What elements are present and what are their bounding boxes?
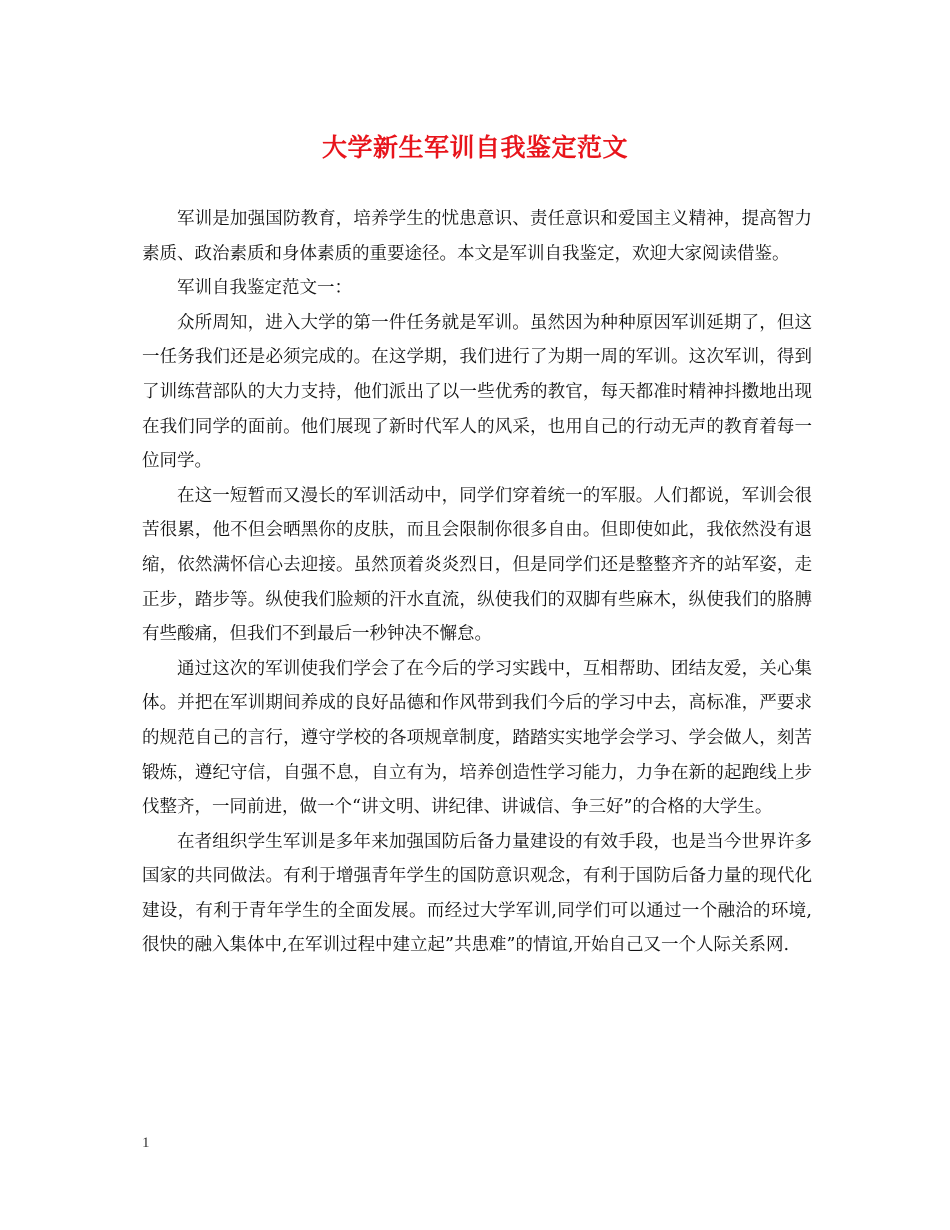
paragraph-intro: 军训是加强国防教育，培养学生的忧患意识、责任意识和爱国主义精神，提高智力素质、政治素质和身体素质的重要途径。本文是军训自我鉴定，欢迎大家阅读借鉴。 (142, 209, 812, 264)
paragraph-section-heading: 军训自我鉴定范文一： (177, 278, 352, 299)
paragraph-4: 在者组织学生军训是多年来加强国防后备力量建设的有效手段，也是当今世界许多国家的共同做法。有利于增强青年学生的国防意识观念，有利于国防后备力量的现代化建设，有利于青年学生的全面发展。而经过大学军训,同学们可以通过一个融洽的环境,很快的融入集体中,在军训过程中建立起”共患难”的情谊,开始自己又一个人际关系网. (142, 831, 812, 956)
paragraph-2: 在这一短暂而又漫长的军训活动中，同学们穿着统一的军服。人们都说，军训会很苦很累，他不但会晒黑你的皮肤，而且会限制你很多自由。但即使如此，我依然没有退缩，依然满怀信心去迎接。虽然顶着炎炎烈日，但是同学们还是整整齐齐的站军姿，走正步，踏步等。纵使我们脸颊的汗水直流，纵使我们的双脚有些麻木，纵使我们的胳膊有些酸痛，但我们不到最后一秒钟决不懈怠。 (142, 485, 812, 645)
document-body (142, 202, 812, 963)
page-number: 1 (142, 1135, 150, 1151)
document-title: 大学新生军训自我鉴定范文 (321, 133, 628, 162)
paragraph-1: 众所周知，进入大学的第一件任务就是军训。虽然因为种种原因军训延期了，但这一任务我们还是必须完成的。在这学期，我们进行了为期一周的军训。这次军训，得到了训练营部队的大力支持，他们派出了以一些优秀的教官，每天都准时精神抖擞地出现在我们同学的面前。他们展现了新时代军人的风采，也用自己的行动无声的教育着每一位同学。 (142, 312, 812, 472)
paragraph-3: 通过这次的军训使我们学会了在今后的学习实践中，互相帮助、团结友爱，关心集体。并把在军训期间养成的良好品德和作风带到我们今后的学习中去，高标准，严要求的规范自己的言行，遵守学校的各项规章制度，踏踏实实地学会学习、学会做人，刻苦锻炼，遵纪守信，自强不息，自立有为，培养创造性学习能力，力争在新的起跑线上步伐整齐，一同前进，做一个“讲文明、讲纪律、讲诚信、争三好”的合格的大学生。 (142, 658, 812, 818)
